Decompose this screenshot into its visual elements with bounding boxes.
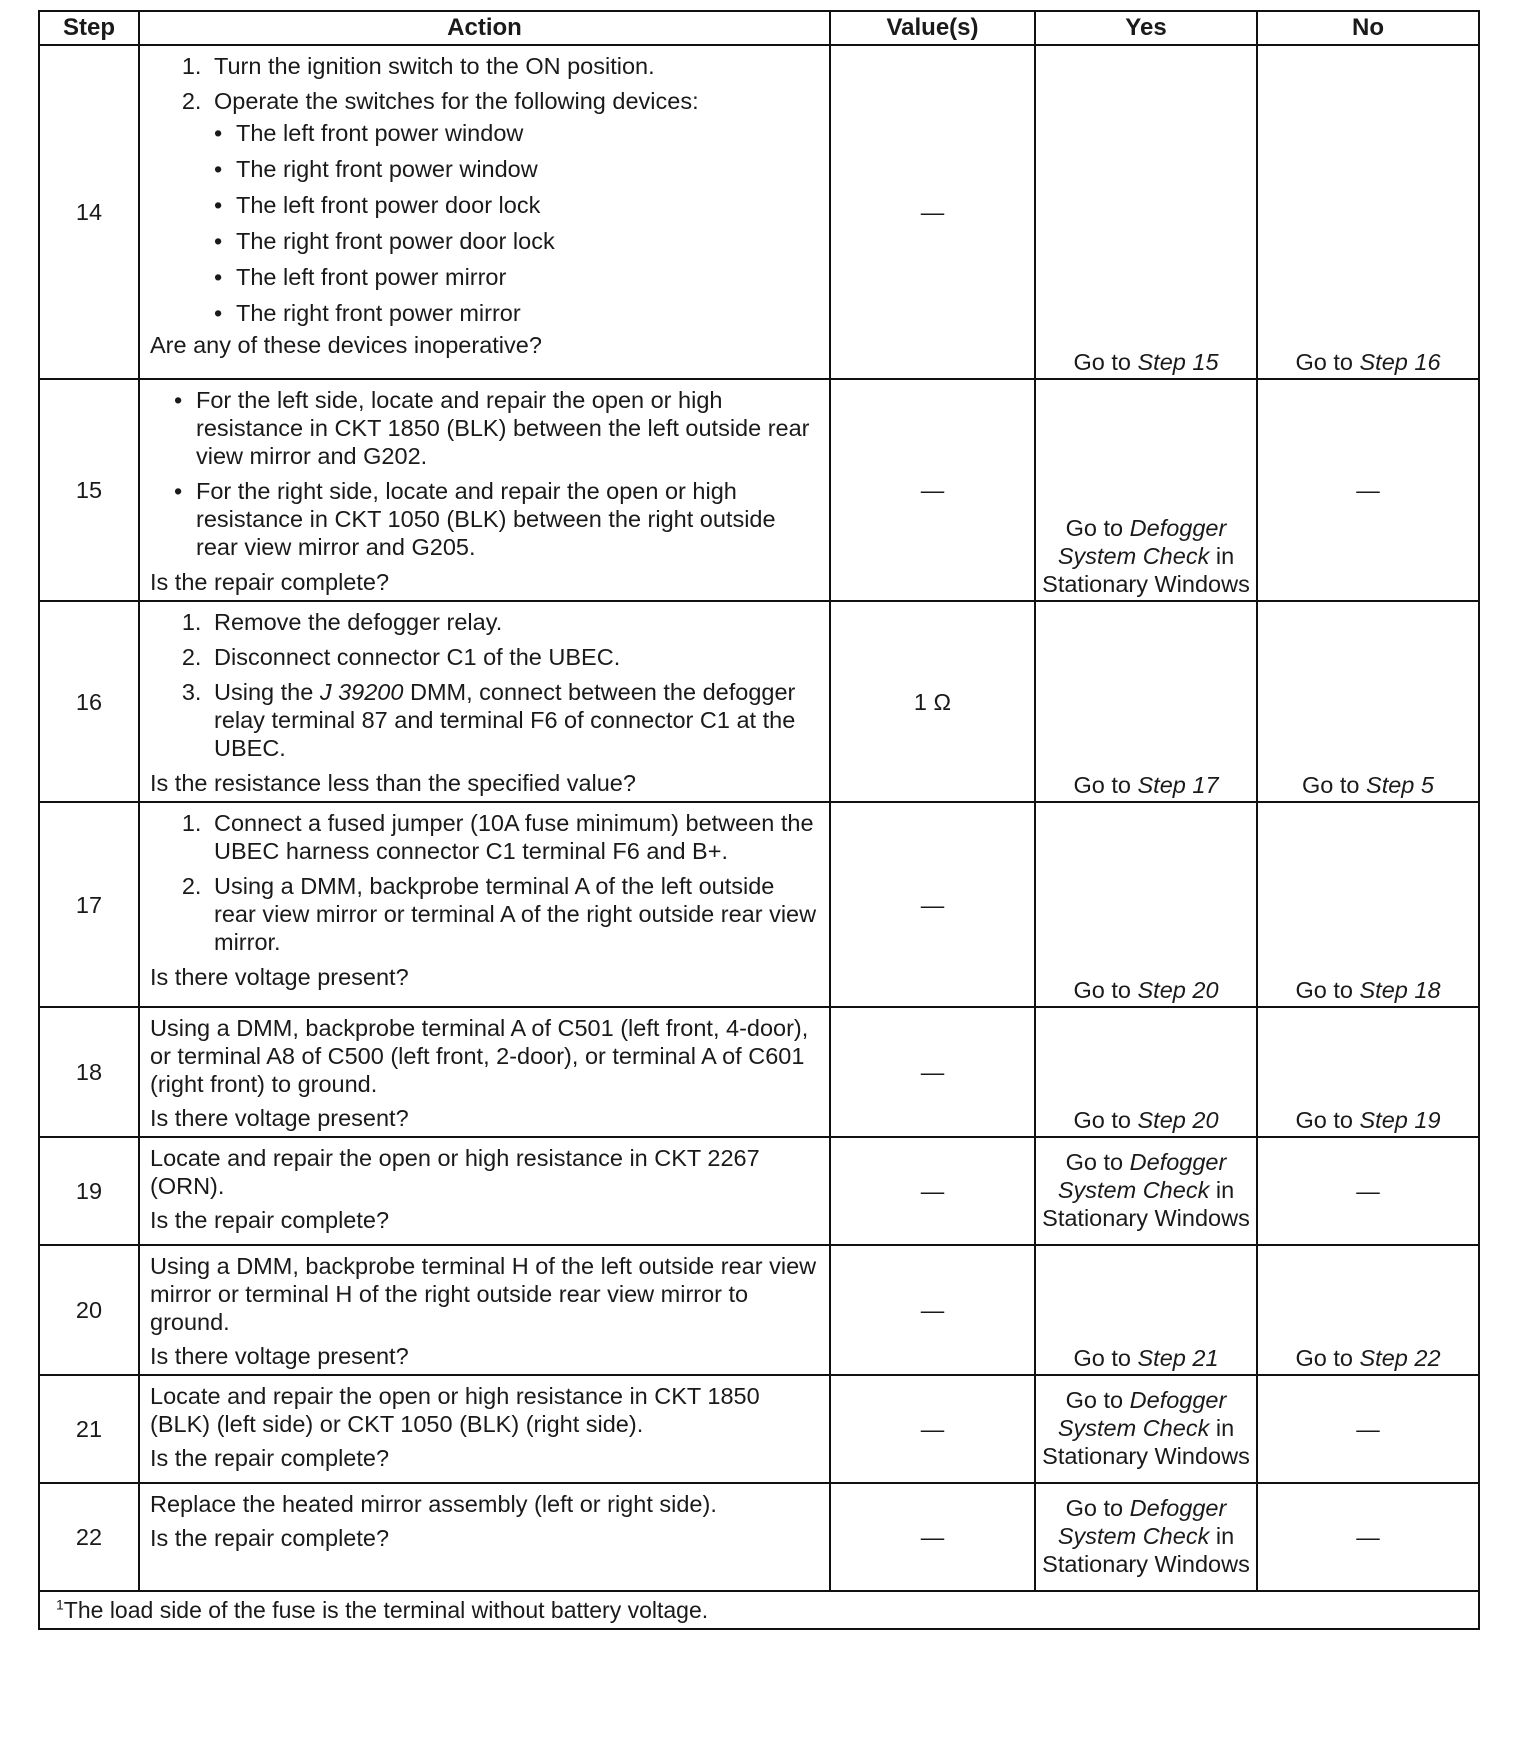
action-step-post: DMM, connect between the defogger relay terminal 87 and terminal F6 of connector C1 at the UBEC. bbox=[214, 679, 796, 761]
action-cell bbox=[139, 45, 830, 379]
go-to-label: Go to bbox=[1073, 349, 1131, 375]
value-cell: — bbox=[830, 1375, 1035, 1483]
header-values: Value(s) bbox=[830, 11, 1035, 45]
no-step-ref: Step 22 bbox=[1359, 1345, 1441, 1371]
no-cell: — bbox=[1257, 1483, 1479, 1591]
table-row-step-16 bbox=[39, 601, 1479, 802]
table-row-step-20 bbox=[39, 1245, 1479, 1375]
header-row bbox=[39, 11, 1479, 45]
in-label: in bbox=[1215, 543, 1235, 569]
footnote-row bbox=[39, 1591, 1479, 1629]
header-yes: Yes bbox=[1035, 11, 1257, 45]
footnote-mark: 1 bbox=[56, 1596, 64, 1613]
go-to-label: Go to bbox=[1065, 515, 1124, 541]
step-number: 20 bbox=[39, 1245, 139, 1375]
step-number: 21 bbox=[39, 1375, 139, 1483]
action-question: Are any of these devices inoperative? bbox=[150, 332, 542, 358]
table-row-step-14 bbox=[39, 45, 1479, 379]
action-text: Locate and repair the open or high resistance in CKT 1850 (BLK) (left side) or CKT 1050 (BLK) (right side). bbox=[150, 1383, 760, 1437]
value-cell: — bbox=[830, 1007, 1035, 1137]
action-cell bbox=[139, 1137, 830, 1245]
no-step-ref: Step 18 bbox=[1359, 977, 1441, 1003]
action-steps bbox=[150, 52, 819, 327]
yes-step-ref: Step 20 bbox=[1137, 1107, 1219, 1133]
go-to-label: Go to bbox=[1295, 977, 1353, 1003]
go-to-label: Go to bbox=[1073, 977, 1131, 1003]
in-label: in bbox=[1215, 1523, 1235, 1549]
action-step-pre: Using the bbox=[214, 679, 314, 705]
yes-cell bbox=[1035, 1137, 1257, 1245]
step-number: 14 bbox=[39, 45, 139, 379]
go-to-label: Go to bbox=[1295, 1107, 1353, 1133]
no-cell bbox=[1257, 1007, 1479, 1137]
yes-cell bbox=[1035, 1007, 1257, 1137]
no-step-ref: Step 19 bbox=[1359, 1107, 1441, 1133]
go-to-label: Go to bbox=[1073, 772, 1131, 798]
go-to-label: Go to bbox=[1065, 1495, 1124, 1521]
action-step: 2. Disconnect connector C1 of the UBEC. bbox=[208, 643, 819, 671]
no-cell: — bbox=[1257, 379, 1479, 601]
go-to-label: Go to bbox=[1065, 1387, 1124, 1413]
step-number: 22 bbox=[39, 1483, 139, 1591]
yes-cell bbox=[1035, 1375, 1257, 1483]
action-cell bbox=[139, 1245, 830, 1375]
go-to-label: Go to bbox=[1302, 772, 1360, 798]
yes-link[interactable]: Defogger System Check bbox=[1057, 1149, 1227, 1203]
action-question: Is the repair complete? bbox=[150, 1445, 390, 1471]
value-cell: — bbox=[830, 802, 1035, 1007]
value-cell: — bbox=[830, 379, 1035, 601]
header-action: Action bbox=[139, 11, 830, 45]
action-step bbox=[208, 678, 819, 762]
action-question: Is there voltage present? bbox=[150, 1343, 409, 1369]
no-cell bbox=[1257, 45, 1479, 379]
yes-cell bbox=[1035, 802, 1257, 1007]
footnote-text: The load side of the fuse is the terminal without battery voltage. bbox=[63, 1597, 709, 1623]
device-item: • The left front power window bbox=[214, 119, 819, 147]
action-question: Is the repair complete? bbox=[150, 569, 390, 595]
action-cell bbox=[139, 1483, 830, 1591]
step-number: 19 bbox=[39, 1137, 139, 1245]
go-to-label: Go to bbox=[1295, 1345, 1353, 1371]
action-step: 2. Using a DMM, backprobe terminal A of the left outside rear view mirror or terminal A of the right outside rear view mirror. bbox=[208, 872, 819, 956]
value-cell: — bbox=[830, 45, 1035, 379]
header-step: Step bbox=[39, 11, 139, 45]
yes-link-tail: Stationary Windows bbox=[1042, 1443, 1250, 1469]
yes-cell bbox=[1035, 379, 1257, 601]
table-row-step-21 bbox=[39, 1375, 1479, 1483]
action-bullet: • For the left side, locate and repair the open or high resistance in CKT 1850 (BLK) between the left outside rear view mirror and G202. bbox=[174, 386, 819, 470]
yes-step-ref: Step 15 bbox=[1137, 349, 1219, 375]
action-step: 1. Turn the ignition switch to the ON position. bbox=[208, 52, 819, 80]
action-text: Replace the heated mirror assembly (left or right side). bbox=[150, 1491, 717, 1517]
footnote bbox=[39, 1591, 1479, 1629]
go-to-label: Go to bbox=[1065, 1149, 1124, 1175]
diagnostic-table bbox=[38, 10, 1480, 1630]
yes-cell bbox=[1035, 1245, 1257, 1375]
value-cell: — bbox=[830, 1245, 1035, 1375]
step-number: 16 bbox=[39, 601, 139, 802]
yes-link-tail: Stationary Windows bbox=[1042, 571, 1250, 597]
device-item: • The left front power door lock bbox=[214, 191, 819, 219]
action-text: Using a DMM, backprobe terminal H of the left outside rear view mirror or terminal H of the right outside rear view mirror to ground. bbox=[150, 1253, 817, 1335]
yes-step-ref: Step 20 bbox=[1137, 977, 1219, 1003]
yes-link[interactable]: Defogger System Check bbox=[1057, 515, 1227, 569]
action-step bbox=[208, 87, 819, 327]
no-cell: — bbox=[1257, 1375, 1479, 1483]
go-to-label: Go to bbox=[1295, 349, 1353, 375]
action-cell bbox=[139, 1375, 830, 1483]
yes-link-tail: Stationary Windows bbox=[1042, 1205, 1250, 1231]
no-cell bbox=[1257, 601, 1479, 802]
table-row-step-22 bbox=[39, 1483, 1479, 1591]
value-cell: 1 Ω bbox=[830, 601, 1035, 802]
no-step-ref: Step 16 bbox=[1359, 349, 1441, 375]
yes-cell bbox=[1035, 45, 1257, 379]
value-cell: — bbox=[830, 1483, 1035, 1591]
action-question: Is there voltage present? bbox=[150, 1105, 409, 1131]
action-cell bbox=[139, 1007, 830, 1137]
yes-step-ref: Step 17 bbox=[1137, 772, 1219, 798]
action-cell bbox=[139, 802, 830, 1007]
go-to-label: Go to bbox=[1073, 1345, 1131, 1371]
go-to-label: Go to bbox=[1073, 1107, 1131, 1133]
table-row-step-17 bbox=[39, 802, 1479, 1007]
no-cell: — bbox=[1257, 1137, 1479, 1245]
action-steps bbox=[150, 608, 819, 762]
in-label: in bbox=[1215, 1177, 1235, 1203]
tool-ref: J 39200 bbox=[319, 679, 404, 705]
yes-cell bbox=[1035, 1483, 1257, 1591]
diagnostic-table-page bbox=[38, 10, 1478, 1630]
action-bullet: • For the right side, locate and repair the open or high resistance in CKT 1050 (BLK) between the right outside rear view mirror and G205. bbox=[174, 477, 819, 561]
action-cell bbox=[139, 601, 830, 802]
value-cell: — bbox=[830, 1137, 1035, 1245]
device-list bbox=[214, 119, 819, 327]
device-item: • The left front power mirror bbox=[214, 263, 819, 291]
action-question: Is the repair complete? bbox=[150, 1207, 390, 1233]
action-step: 1. Connect a fused jumper (10A fuse minimum) between the UBEC harness connector C1 terminal F6 and B+. bbox=[208, 809, 819, 865]
action-step: 1. Remove the defogger relay. bbox=[208, 608, 819, 636]
action-text: Using a DMM, backprobe terminal A of C501 (left front, 4-door), or terminal A8 of C500 (left front, 2-door), or terminal A of C601 (right front) to ground. bbox=[150, 1015, 809, 1097]
action-text: Locate and repair the open or high resistance in CKT 2267 (ORN). bbox=[150, 1145, 760, 1199]
device-item: • The right front power door lock bbox=[214, 227, 819, 255]
action-steps bbox=[150, 809, 819, 956]
device-item: • The right front power window bbox=[214, 155, 819, 183]
step-number: 18 bbox=[39, 1007, 139, 1137]
no-cell bbox=[1257, 802, 1479, 1007]
table-row-step-18 bbox=[39, 1007, 1479, 1137]
step-number: 17 bbox=[39, 802, 139, 1007]
action-bullets bbox=[150, 386, 819, 561]
table-row-step-15 bbox=[39, 379, 1479, 601]
step-number: 15 bbox=[39, 379, 139, 601]
header-no: No bbox=[1257, 11, 1479, 45]
yes-step-ref: Step 21 bbox=[1137, 1345, 1219, 1371]
action-cell bbox=[139, 379, 830, 601]
action-question: Is the resistance less than the specified value? bbox=[150, 770, 636, 796]
table-row-step-19 bbox=[39, 1137, 1479, 1245]
yes-link[interactable]: Defogger System Check bbox=[1057, 1387, 1227, 1441]
no-cell bbox=[1257, 1245, 1479, 1375]
yes-link[interactable]: Defogger System Check bbox=[1057, 1495, 1227, 1549]
action-question: Is there voltage present? bbox=[150, 964, 409, 990]
in-label: in bbox=[1215, 1415, 1235, 1441]
yes-link-tail: Stationary Windows bbox=[1042, 1551, 1250, 1577]
yes-cell bbox=[1035, 601, 1257, 802]
action-step-text: Operate the switches for the following devices: bbox=[214, 88, 699, 114]
device-item: • The right front power mirror bbox=[214, 299, 819, 327]
no-step-ref: Step 5 bbox=[1366, 772, 1434, 798]
action-question: Is the repair complete? bbox=[150, 1525, 390, 1551]
